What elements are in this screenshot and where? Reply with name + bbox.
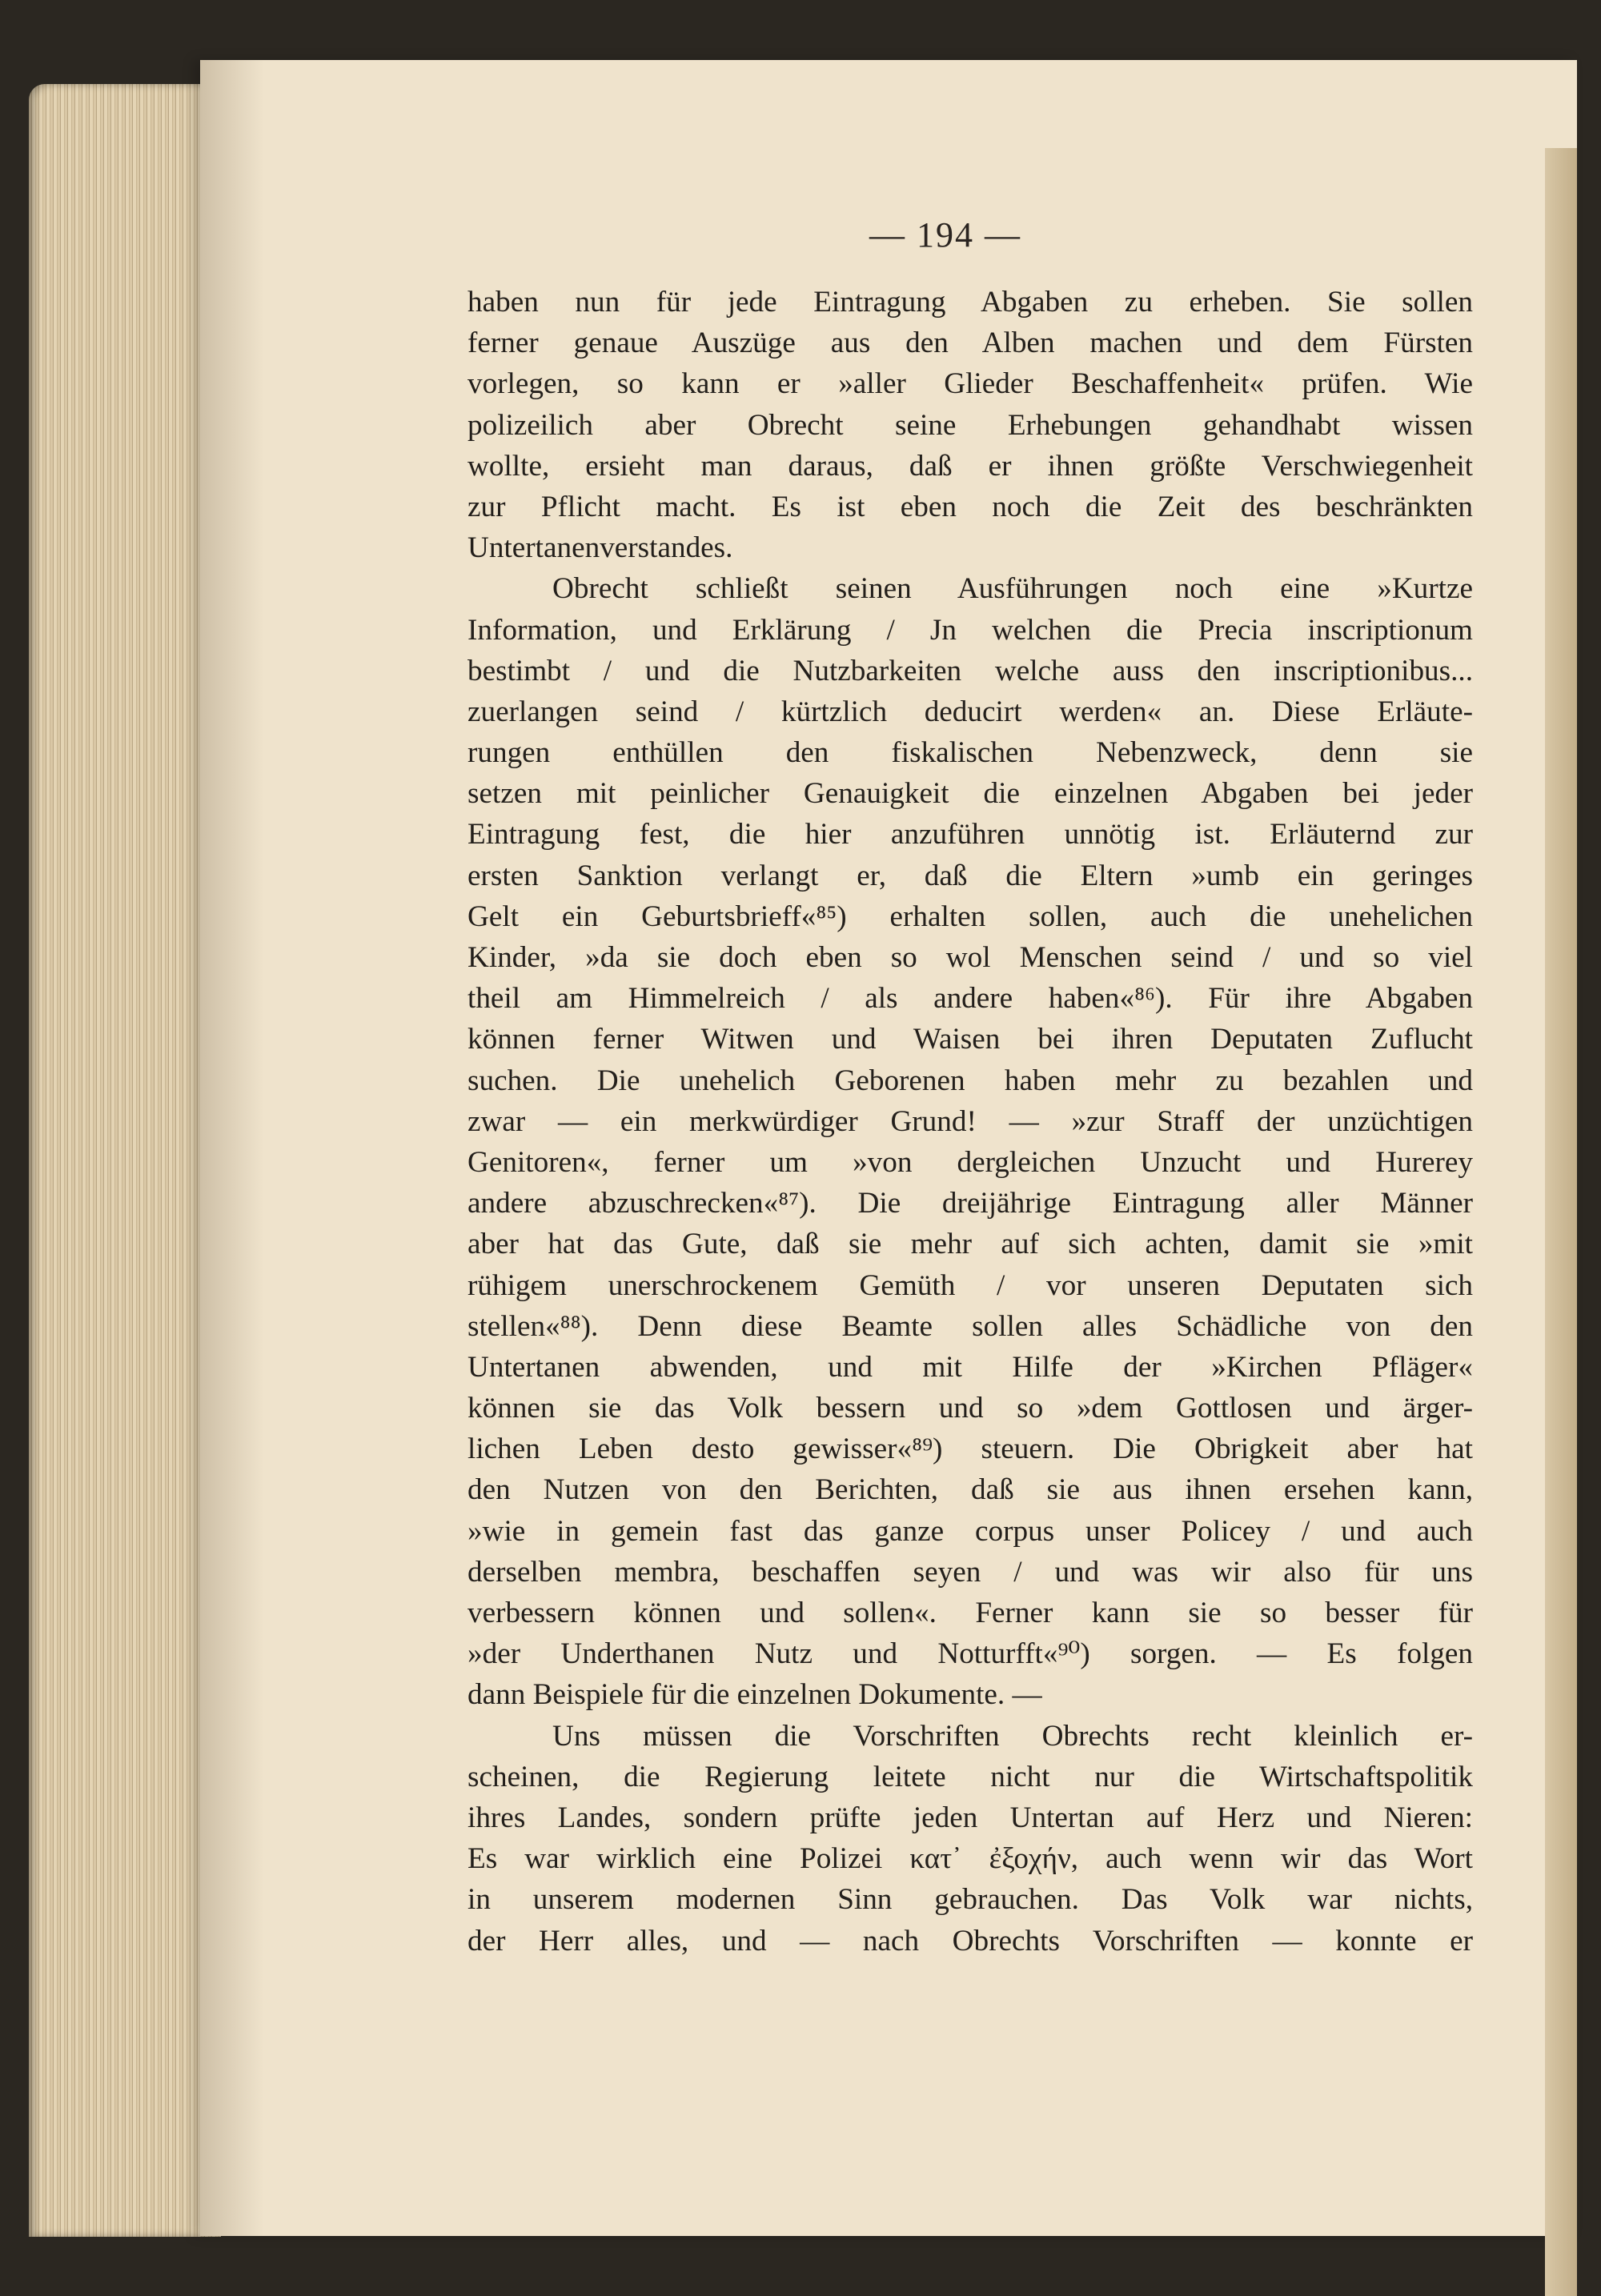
text-line: derselben membra, beschaffen seyen / und was wir also für uns (467, 1555, 1473, 1589)
text-line: setzen mit peinlicher Genauigkeit die einzelnen Abgaben bei jeder (467, 777, 1473, 811)
text-line: haben nun für jede Eintragung Abgaben zu erheben. Sie sollen (467, 286, 1473, 319)
text-line: zur Pflicht macht. Es ist eben noch die Zeit des beschränkten (467, 490, 1473, 523)
text-line: verbessern können und sollen«. Ferner kann sie so besser für (467, 1597, 1473, 1629)
text-line: Eintragung fest, die hier anzuführen unnötig ist. Erläuternd zur (467, 818, 1473, 851)
text-line: Es war wirklich eine Polizei κατ᾽ ἐξοχήν, auch wenn wir das Wort (467, 1842, 1473, 1876)
gutter-shadow (200, 60, 264, 2236)
text-line: Uns müssen die Vorschriften Obrechts recht kleinlich er- (552, 1719, 1473, 1753)
text-line: wollte, ersieht man daraus, daß er ihnen größte Verschwiegenheit (467, 449, 1473, 483)
text-line: Obrecht schließt seinen Ausführungen noch eine »Kurtze (552, 572, 1473, 606)
text-line: der Herr alles, und — nach Obrechts Vorschriften — konnte er (467, 1924, 1473, 1957)
text-line: theil am Himmelreich / als andere haben«⁸⁶). Für ihre Abgaben (467, 982, 1473, 1016)
text-line: zwar — ein merkwürdiger Grund! — »zur Straff der unzüchtigen (467, 1104, 1473, 1138)
text-line: Kinder, »da sie doch eben so wol Menschen seind / und so viel (467, 941, 1473, 974)
text-line: Untertanenverstandes. (467, 531, 733, 565)
body-text (467, 282, 1473, 1961)
text-line: Genitoren«, ferner um »von dergleichen Unzucht und Hurerey (467, 1145, 1473, 1179)
text-line: bestimbt / und die Nutzbarkeiten welche auss den inscriptionibus... (467, 654, 1473, 687)
text-line: in unserem modernen Sinn gebrauchen. Das Volk war nichts, (467, 1883, 1473, 1917)
text-line: polizeilich aber Obrecht seine Erhebungen gehandhabt wissen (467, 408, 1473, 442)
text-line: rungen enthüllen den fiskalischen Nebenzweck, denn sie (467, 736, 1473, 770)
text-line: »wie in gemein fast das ganze corpus unser Policey / und auch (467, 1514, 1473, 1548)
text-line: können sie das Volk bessern und so »dem Gottlosen und ärger- (467, 1392, 1473, 1425)
text-line: lichen Leben desto gewisser«⁸⁹) steuern. Die Obrigkeit aber hat (467, 1432, 1473, 1466)
text-line: Gelt ein Geburtsbrieff«⁸⁵) erhalten sollen, auch die unehelichen (467, 900, 1473, 933)
text-line: Information, und Erklärung / Jn welchen die Precia inscriptionum (467, 613, 1473, 647)
text-line: ihres Landes, sondern prüfte jeden Untertan auf Herz und Nieren: (467, 1801, 1473, 1834)
text-line: »der Underthanen Nutz und Notturfft«⁹⁰) sorgen. — Es folgen (467, 1637, 1473, 1671)
text-line: dann Beispiele für die einzelnen Dokumente. — (467, 1678, 1042, 1712)
text-line: können ferner Witwen und Waisen bei ihren Deputaten Zuflucht (467, 1023, 1473, 1056)
text-line: scheinen, die Regierung leitete nicht nur die Wirtschaftspolitik (467, 1760, 1473, 1793)
right-page-edge (1545, 148, 1577, 2296)
text-line: vorlegen, so kann er »aller Glieder Beschaffenheit« prüfen. Wie (467, 367, 1473, 401)
text-line: ferner genaue Auszüge aus den Alben machen und dem Fürsten (467, 327, 1473, 360)
book-fore-edge (29, 84, 221, 2237)
text-line: suchen. Die unehelich Geborenen haben mehr zu bezahlen und (467, 1064, 1473, 1097)
text-line: zuerlangen seind / kürtzlich deducirt werden« an. Diese Erläute- (467, 695, 1473, 728)
text-line: aber hat das Gute, daß sie mehr auf sich achten, damit sie »mit (467, 1228, 1473, 1261)
text-line: stellen«⁸⁸). Denn diese Beamte sollen alles Schädliche von den (467, 1309, 1473, 1343)
text-line: den Nutzen von den Berichten, daß sie aus ihnen ersehen kann, (467, 1473, 1473, 1507)
text-line: andere abzuschrecken«⁸⁷). Die dreijährige Eintragung aller Männer (467, 1187, 1473, 1220)
page-number: — 194 — (869, 215, 1021, 254)
text-line: Untertanen abwenden, und mit Hilfe der »Kirchen Pfläger« (467, 1350, 1473, 1384)
text-line: rühigem unerschrockenem Gemüth / vor unseren Deputaten sich (467, 1268, 1473, 1302)
text-line: ersten Sanktion verlangt er, daß die Eltern »umb ein geringes (467, 859, 1473, 892)
